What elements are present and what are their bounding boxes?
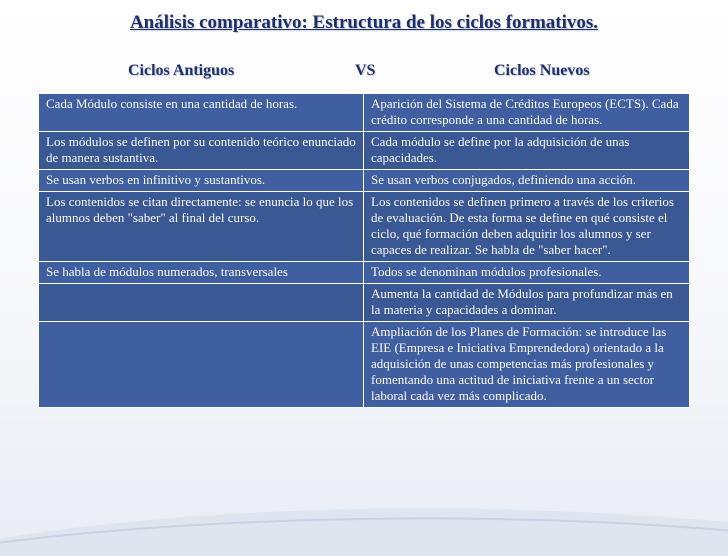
cell-old: Se usan verbos en infinitivo y sustantivos. — [39, 170, 364, 192]
table-row — [39, 322, 690, 408]
header-ciclos-antiguos: Ciclos Antiguos — [128, 62, 235, 79]
comparison-table — [38, 93, 690, 408]
cell-old — [39, 284, 364, 322]
table-row — [39, 94, 690, 132]
table-row — [39, 284, 690, 322]
cell-old: Se habla de módulos numerados, transversales — [39, 262, 364, 284]
cell-new: Aumenta la cantidad de Módulos para profundizar más en la materia y capacidades a dominar. — [364, 284, 690, 322]
table-row — [39, 170, 690, 192]
cell-new: Aparición del Sistema de Créditos Europeos (ECTS). Cada crédito corresponde a una cantidad de horas. — [364, 94, 690, 132]
header-ciclos-nuevos: Ciclos Nuevos — [494, 62, 590, 79]
table-row — [39, 192, 690, 262]
cell-old: Los módulos se definen por su contenido teórico enunciado de manera sustantiva. — [39, 132, 364, 170]
table-row — [39, 262, 690, 284]
cell-new: Se usan verbos conjugados, definiendo una acción. — [364, 170, 690, 192]
table-row — [39, 132, 690, 170]
cell-old — [39, 322, 364, 408]
cell-old: Cada Módulo consiste en una cantidad de horas. — [39, 94, 364, 132]
slide-title: Análisis comparativo: Estructura de los ciclos formativos. — [129, 12, 599, 33]
cell-old: Los contenidos se citan directamente: se enuncia lo que los alumnos deben "saber" al final del curso. — [39, 192, 364, 262]
cell-new: Todos se denominan módulos profesionales. — [364, 262, 690, 284]
cell-new: Ampliación de los Planes de Formación: se introduce las EIE (Empresa e Iniciativa Emprendedora) orientado a la adquisición de unas competencias más profesionales y fomentando una actitud de iniciativa frente a un sector laboral cada vez más complicado. — [364, 322, 690, 408]
cell-new: Cada módulo se define por la adquisición de unas capacidades. — [364, 132, 690, 170]
cell-new: Los contenidos se definen primero a través de los criterios de evaluación. De esta forma se define en qué consiste el ciclo, qué formación deben adquirir los alumnos y ser capaces de realizar. Se habla de "saber hacer". — [364, 192, 690, 262]
header-vs: VS — [355, 62, 376, 79]
